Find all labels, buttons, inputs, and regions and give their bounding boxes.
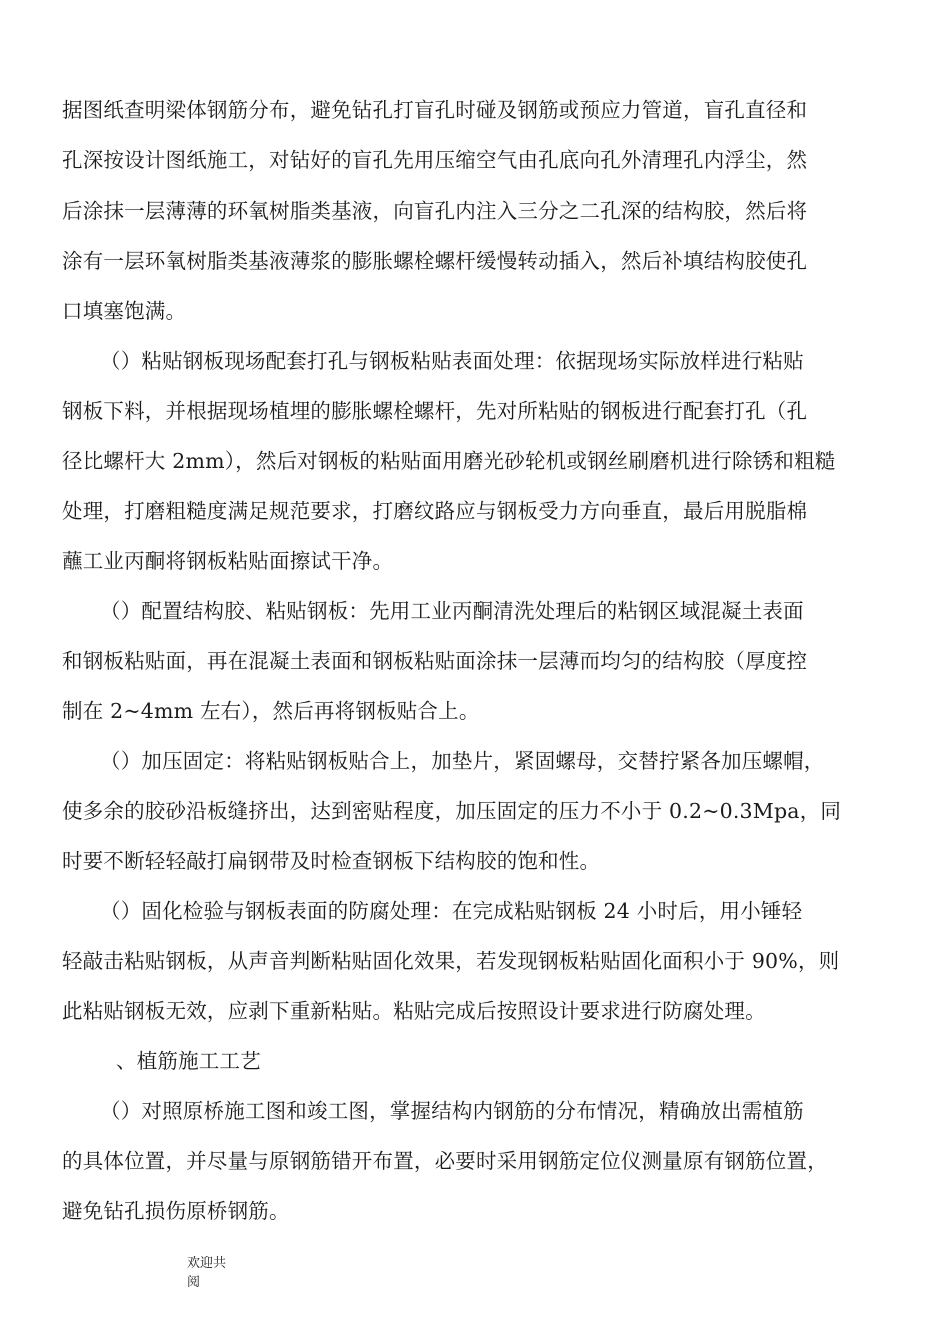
footer-watermark xyxy=(187,1254,247,1292)
paragraph-pressure-fixing: （）加压固定：将粘贴钢板贴合上，加垫片，紧固螺母，交替拧紧各加压螺帽， xyxy=(100,749,825,773)
paragraph-curing-inspection: （）固化检验与钢板表面的防腐处理：在完成粘贴钢板 24 小时后，用小锤轻 xyxy=(100,899,803,923)
body-line-12: 和钢板粘贴面，再在混凝土表面和钢板粘贴面涂抹一层薄而均匀的结构胶（厚度控 xyxy=(62,649,808,673)
body-line-19: 此粘贴钢板无效，应剥下重新粘贴。粘贴完成后按照设计要求进行防腐处理。 xyxy=(62,999,766,1023)
body-line-22: 的具体位置，并尽量与原钢筋错开布置，必要时采用钢筋定位仪测量原有钢筋位置， xyxy=(62,1149,828,1173)
body-line-10: 蘸工业丙酮将钢板粘贴面擦试干净。 xyxy=(62,549,394,573)
body-line-18: 轻敲击粘贴钢板，从声音判断粘贴固化效果，若发现钢板粘贴固化面积小于 90%，则 xyxy=(62,949,840,973)
footer-line-1: 欢迎共 xyxy=(187,1256,227,1271)
paragraph-structural-adhesive: （）配置结构胶、粘贴钢板：先用工业丙酮清洗处理后的粘钢区域混凝土表面 xyxy=(100,599,804,623)
section-heading-rebar-planting: 、植筋施工工艺 xyxy=(116,1049,261,1073)
body-line-23: 避免钻孔损伤原桥钢筋。 xyxy=(62,1199,290,1223)
paragraph-steel-plate-drilling: （）粘贴钢板现场配套打孔与钢板粘贴表面处理：依据现场实际放样进行粘贴 xyxy=(100,349,804,373)
paragraph-rebar-positioning: （）对照原桥施工图和竣工图，掌握结构内钢筋的分布情况，精确放出需植筋 xyxy=(100,1099,804,1123)
body-line-8: 径比螺杆大 2mm），然后对钢板的粘贴面用磨光砂轮机或钢丝刷磨机进行除锈和粗糙 xyxy=(62,449,836,473)
body-line-1: 据图纸查明梁体钢筋分布，避免钻孔打盲孔时碰及钢筋或预应力管道，盲孔直径和 xyxy=(62,98,808,122)
body-line-16: 时要不断轻轻敲打扁钢带及时检查钢板下结构胶的饱和性。 xyxy=(62,849,601,873)
body-line-3: 后涂抹一层薄薄的环氧树脂类基液，向盲孔内注入三分之二孔深的结构胶，然后将 xyxy=(62,199,808,223)
body-line-9: 处理，打磨粗糙度满足规范要求，打磨纹路应与钢板受力方向垂直，最后用脱脂棉 xyxy=(62,499,808,523)
body-line-15: 使多余的胶砂沿板缝挤出，达到密贴程度，加压固定的压力不小于 0.2~0.3Mpa，同 xyxy=(62,799,842,823)
body-line-5: 口填塞饱满。 xyxy=(62,299,187,323)
footer-line-2: 阅 xyxy=(187,1275,201,1290)
body-line-2: 孔深按设计图纸施工，对钻好的盲孔先用压缩空气由孔底向孔外清理孔内浮尘，然 xyxy=(62,148,808,172)
body-line-13: 制在 2~4mm 左右），然后再将钢板贴合上。 xyxy=(62,699,480,723)
body-line-7: 钢板下料，并根据现场植埋的膨胀螺栓螺杆，先对所粘贴的钢板进行配套打孔（孔 xyxy=(62,399,808,423)
body-line-4: 涂有一层环氧树脂类基液薄浆的膨胀螺栓螺杆缓慢转动插入，然后补填结构胶使孔 xyxy=(62,249,808,273)
